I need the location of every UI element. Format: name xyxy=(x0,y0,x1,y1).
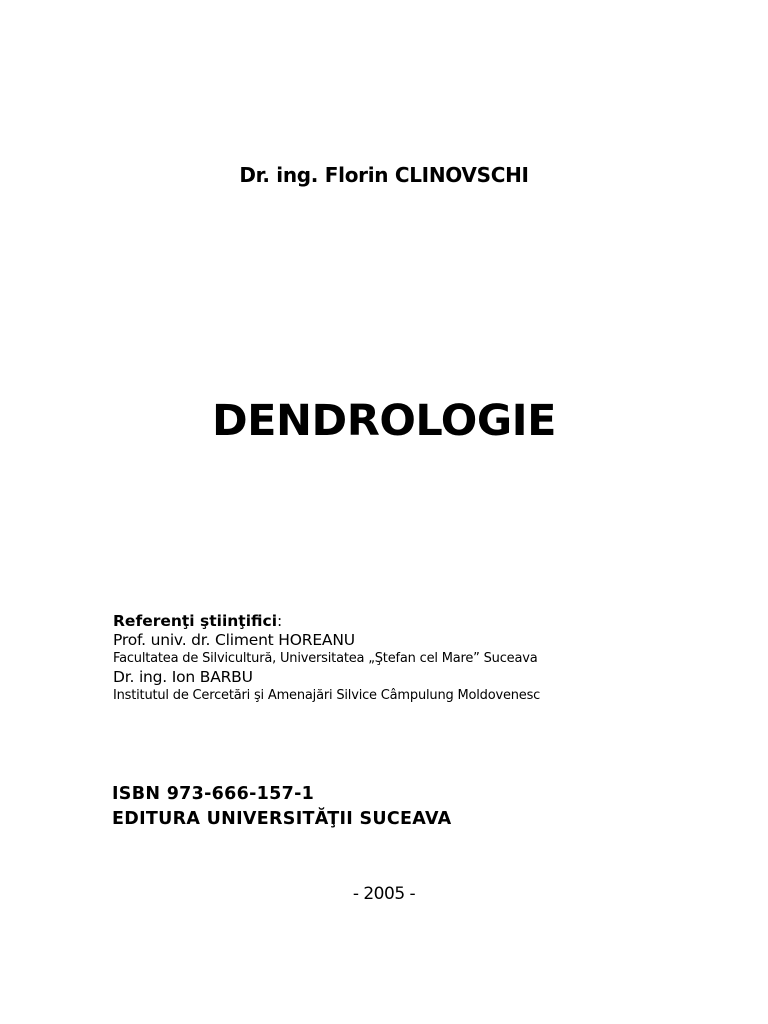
referee-2-affiliation: Institutul de Cercetări şi Amenajări Silvice Câmpulung Moldovenesc xyxy=(113,688,541,703)
referee-1-name: Prof. univ. dr. Climent HOREANU xyxy=(113,631,355,649)
referee-1-affiliation: Facultatea de Silvicultură, Universitatea „Ştefan cel Mare” Suceava xyxy=(113,651,538,666)
referee-2-name: Dr. ing. Ion BARBU xyxy=(113,668,253,686)
referees-section xyxy=(113,612,713,704)
publication-year: - 2005 - xyxy=(352,884,416,904)
publication-info xyxy=(112,782,451,832)
referees-heading-colon: : xyxy=(277,612,283,630)
referees-heading-text: Referenţi ştiinţifici xyxy=(113,612,278,630)
referees-heading xyxy=(113,612,713,630)
book-title: DENDROLOGIE xyxy=(211,396,556,446)
author-name: Dr. ing. Florin CLINOVSCHI xyxy=(239,163,529,187)
publisher: EDITURA UNIVERSITĂŢII SUCEAVA xyxy=(112,809,452,829)
isbn: ISBN 973-666-157-1 xyxy=(112,784,315,804)
